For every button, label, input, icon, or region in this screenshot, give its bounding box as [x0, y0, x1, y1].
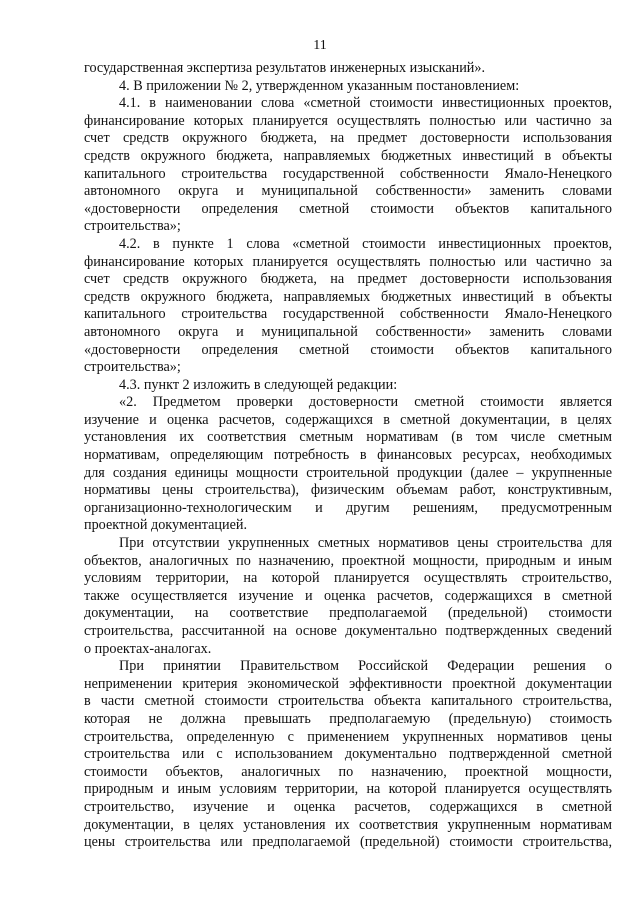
text-line: строительства, определенную с применением укрупненных нормативов цены [84, 728, 612, 745]
text-line: условиям территории, на которой планируется осуществлять строительство, [84, 570, 612, 587]
text-line: 4.3. пункт 2 изложить в следующей редакции: [119, 376, 398, 393]
text-line: «достоверности определения сметной стоимости объектов капитального [84, 341, 612, 358]
text-line: автономного округа и муниципальной собственности» заменить словами [84, 183, 612, 200]
text-line: капитального строительства государственной собственности Ямало-Ненецкого [84, 306, 612, 323]
text-line: цены строительства или предполагаемой (предельной) стоимости строительства, [84, 834, 612, 851]
text-line: в части сметной стоимости строительства объекта капитального строительства, [84, 693, 612, 710]
text-line: проектной документацией. [84, 517, 248, 534]
page-number: 11 [313, 38, 327, 53]
text-line: «2. Предметом проверки достоверности сметной стоимости является [119, 394, 612, 411]
text-line: документации, в целях установления их соответствия укрупненным нормативам [84, 816, 612, 833]
text-line: строительства, рассчитанной на основе документально подтвержденных сведений [84, 623, 612, 639]
text-line: изучение и оценка расчетов, содержащихся в сметной документации, в целях [84, 411, 612, 428]
text-line: для создания единицы мощности строительной продукции (далее – укрупненные [84, 464, 612, 481]
text-line: При отсутствии укрупненных сметных нормативов цены строительства для [119, 535, 612, 552]
text-line: объектов, аналогичных по назначению, проектной мощности, природным и иным [84, 552, 612, 569]
text-line: нормативы цены строительства), физическим объемам работ, конструктивным, [84, 482, 612, 499]
text-line: строительства или с использованием документально подтвержденной сметной [84, 746, 612, 763]
text-line: капитального строительства государственной собственности Ямало-Ненецкого [84, 165, 612, 182]
text-line: природным и иным условиям территории, на которой планируется осуществлять [84, 781, 612, 798]
document-body [84, 60, 612, 852]
text-line: стоимости объектов, аналогичных по назначению, проектной мощности, [84, 763, 612, 780]
text-line: документации, на соответствие предполагаемой (предельной) стоимости [84, 605, 612, 622]
text-line: счет средств окружного бюджета, на предмет достоверности использования [84, 271, 612, 288]
text-line: финансирование которых планируется осуществлять полностью или частично за [84, 253, 612, 270]
text-line: счет средств окружного бюджета, на предмет достоверности использования [84, 130, 612, 147]
text-line: о проектах-аналогах. [84, 640, 212, 657]
text-line: финансирование которых планируется осуществлять полностью или частично за [84, 112, 612, 129]
text-line: организационно-технологическим и другим решениям, предусмотренным [84, 499, 612, 516]
text-line: автономного округа и муниципальной собственности» заменить словами [84, 323, 612, 340]
text-line: 4.1. в наименовании слова «сметной стоимости инвестиционных проектов, [119, 95, 612, 112]
text-line: установления их соответствия сметным нормативам (в том числе сметным [84, 429, 612, 446]
text-line: При принятии Правительством Российской Федерации решения о [119, 658, 612, 675]
text-line: государственная экспертиза результатов инженерных изысканий». [84, 60, 486, 76]
text-line: 4. В приложении № 2, утвержденном указанным постановлением: [119, 77, 520, 94]
text-line: строительство, изучение и оценка расчетов, содержащихся в сметной [84, 798, 612, 815]
text-line: 4.2. в пункте 1 слова «сметной стоимости инвестиционных проектов, [119, 235, 612, 252]
text-line: нормативам, определяющим потребность в финансовых ресурсах, необходимых [84, 447, 612, 464]
text-line: строительства»; [84, 359, 181, 376]
text-line: которая не должна превышать предполагаемую (предельную) стоимость [84, 710, 612, 727]
text-line: также осуществляется изучение и оценка расчетов, содержащихся в сметной [84, 587, 612, 604]
text-line: «достоверности определения сметной стоимости объектов капитального [84, 200, 612, 217]
text-line: средств окружного бюджета, направляемых бюджетных инвестиций в объекты [84, 288, 612, 305]
text-line: строительства»; [84, 218, 181, 235]
text-line: средств окружного бюджета, направляемых бюджетных инвестиций в объекты [84, 147, 612, 164]
text-line: неприменении критерия экономической эффективности проектной документации [84, 675, 612, 692]
